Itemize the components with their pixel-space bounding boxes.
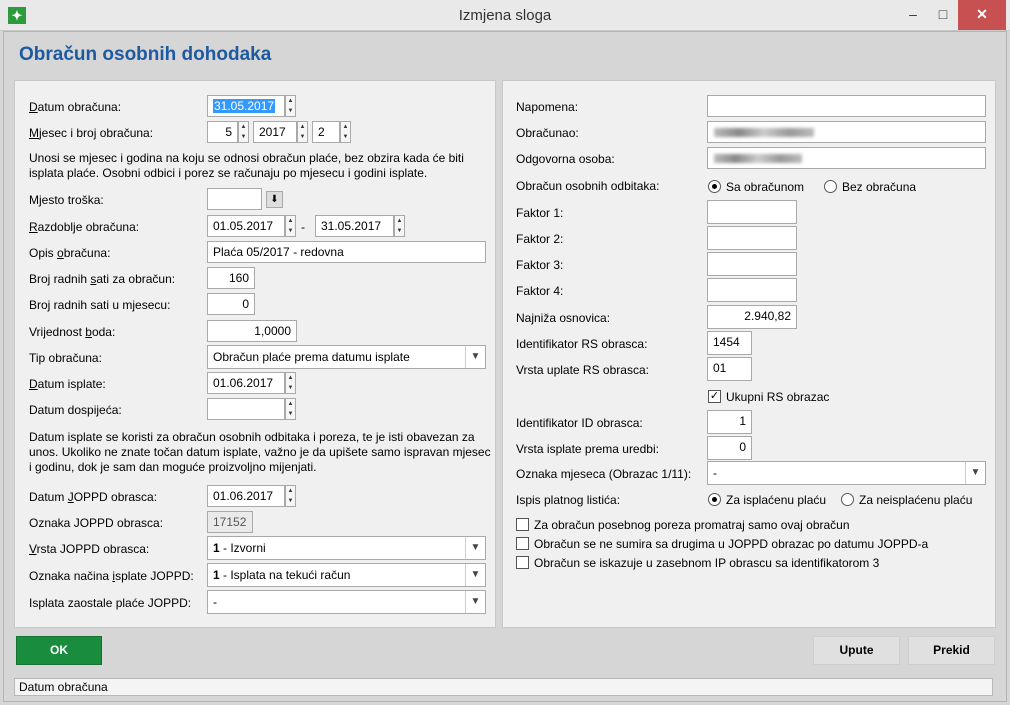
listic-label: Ispis platnog listića: xyxy=(516,493,621,507)
za-isplacenu-radio[interactable] xyxy=(708,493,721,506)
datum-obracuna-field[interactable]: 31.05.2017 xyxy=(207,95,285,117)
datum-joppd-label: Datum JOPPD obrasca: xyxy=(29,490,158,504)
mjesec-spinner[interactable]: ▲ ▼ xyxy=(238,121,249,143)
razdoblje-do-spinner[interactable]: ▲ ▼ xyxy=(394,215,405,237)
ne-sumira-checkbox[interactable] xyxy=(516,537,529,550)
mjesto-troska-field[interactable] xyxy=(207,188,262,210)
app-logo-icon: ✦ xyxy=(8,7,26,24)
faktor1-field[interactable] xyxy=(707,200,797,224)
razdoblje-od-spinner[interactable]: ▲ ▼ xyxy=(285,215,296,237)
vrsta-isplate-field[interactable]: 0 xyxy=(707,436,752,460)
datum-isplate-label: Datum isplate: xyxy=(29,377,106,391)
godina-field[interactable]: 2017 xyxy=(253,121,297,143)
sati-mjesec-label: Broj radnih sati u mjesecu: xyxy=(29,298,171,312)
bez-obracuna-label: Bez obračuna xyxy=(842,180,917,194)
window-title: Izmjena sloga xyxy=(458,7,552,24)
mjesto-troska-label: Mjesto troška: xyxy=(29,193,104,207)
razdoblje-label: Razdoblje obračuna: xyxy=(29,220,140,234)
osnovica-field[interactable]: 2.940,82 xyxy=(707,305,797,329)
ukupni-rs-checkbox[interactable]: ✓ xyxy=(709,390,720,402)
bez-obracuna-radio[interactable] xyxy=(824,180,837,193)
broj-field[interactable]: 2 xyxy=(312,121,340,143)
obracunao-label: Obračunao: xyxy=(516,126,579,140)
opis-label: Opis obračuna: xyxy=(29,246,111,260)
tip-obracuna-label: Tip obračuna: xyxy=(29,351,102,365)
tip-obracuna-select[interactable]: Obračun plaće prema datumu isplate ▼ xyxy=(207,345,486,369)
prekid-button[interactable]: Prekid xyxy=(908,636,995,665)
vrsta-isplate-label: Vrsta isplate prema uredbi: xyxy=(516,442,659,456)
razdoblje-do-field[interactable]: 31.05.2017 xyxy=(315,215,394,237)
datum-obracuna-spinner[interactable]: ▲ ▼ xyxy=(285,95,296,117)
za-isplacenu-label: Za isplaćenu plaću xyxy=(726,493,827,507)
page-title: Obračun osobnih dohodaka xyxy=(19,44,272,65)
osnovica-label: Najniža osnovica: xyxy=(516,311,611,325)
faktor3-label: Faktor 3: xyxy=(516,258,564,272)
faktor4-field[interactable] xyxy=(707,278,797,302)
obracunao-field[interactable] xyxy=(707,121,986,143)
info-note-1: Unosi se mjesec i godina na koju se odnosi obračun plaće, bez obzira kada će biti isplata plaće. Osobni odbici i porez se računaju po mjesecu i godini isplate. xyxy=(29,151,464,180)
status-bar: Datum obračuna xyxy=(14,678,993,696)
datum-obracuna-label: Datum obračuna: xyxy=(29,100,122,114)
oznaka-joppd-label: Oznaka JOPPD obrasca: xyxy=(29,516,164,530)
mjesec-field[interactable]: 5 xyxy=(207,121,238,143)
vrsta-joppd-label: Vrsta JOPPD obrasca: xyxy=(29,542,150,556)
zaostale-label: Isplata zaostale plaće JOPPD: xyxy=(29,596,192,610)
zasebni-ip-label: Obračun se iskazuje u zasebnom IP obrascu sa identifikatorom 3 xyxy=(534,556,880,570)
chevron-down-icon: ▼ xyxy=(465,537,485,559)
odbici-label: Obračun osobnih odbitaka: xyxy=(516,179,660,193)
posebni-porez-label: Za obračun posebnog poreza promatraj samo ovaj obračun xyxy=(534,518,850,532)
datum-dospijeca-field[interactable] xyxy=(207,398,285,420)
datum-dospijeca-label: Datum dospijeća: xyxy=(29,403,122,417)
oznaka-mjeseca-select[interactable]: - ▼ xyxy=(707,461,986,485)
maximize-button[interactable]: □ xyxy=(938,6,948,22)
posebni-porez-checkbox[interactable] xyxy=(516,518,529,531)
download-arrow-icon[interactable]: ⬇ xyxy=(266,191,283,208)
datum-joppd-spinner[interactable]: ▲ ▼ xyxy=(285,485,296,507)
datum-dospijeca-spinner[interactable]: ▲ ▼ xyxy=(285,398,296,420)
vrsta-uplate-field[interactable]: 01 xyxy=(707,357,752,381)
chevron-down-icon: ▼ xyxy=(465,591,485,613)
razdoblje-od-field[interactable]: 01.05.2017 xyxy=(207,215,285,237)
sati-obracun-label: Broj radnih sati za obračun: xyxy=(29,272,176,286)
nacin-isplate-label: Oznaka načina isplate JOPPD: xyxy=(29,569,194,583)
upute-button[interactable]: Upute xyxy=(813,636,900,665)
vrsta-uplate-label: Vrsta uplate RS obrasca: xyxy=(516,363,649,377)
mjesec-broj-label: Mjesec i broj obračuna: xyxy=(29,126,154,140)
ok-button[interactable]: OK xyxy=(16,636,102,665)
faktor1-label: Faktor 1: xyxy=(516,206,564,220)
id-id-field[interactable]: 1 xyxy=(707,410,752,434)
datum-joppd-field[interactable]: 01.06.2017 xyxy=(207,485,285,507)
oznaka-mjeseca-label: Oznaka mjeseca (Obrazac 1/11): xyxy=(516,467,692,481)
sa-obracunom-radio[interactable] xyxy=(708,180,721,193)
razdoblje-separator: - xyxy=(301,220,305,234)
za-neisplacenu-radio[interactable] xyxy=(841,493,854,506)
info-note-2: Datum isplate se koristi za obračun osobnih odbitaka i poreza, te je isti obavezan za unos. Ukoliko ne znate točan datum isplate, važno je da upišete samo ispravan mjesec i godinu, dok je sam dan moguće proizvoljno mijenjati. xyxy=(29,430,491,474)
datum-isplate-spinner[interactable]: ▲ ▼ xyxy=(285,372,296,394)
odgovorna-label: Odgovorna osoba: xyxy=(516,152,615,166)
sa-obracunom-label: Sa obračunom xyxy=(726,180,805,194)
odgovorna-field[interactable] xyxy=(707,147,986,169)
broj-spinner[interactable]: ▲ ▼ xyxy=(340,121,351,143)
chevron-down-icon: ▼ xyxy=(465,564,485,586)
datum-isplate-field[interactable]: 01.06.2017 xyxy=(207,372,285,394)
id-rs-field[interactable]: 1454 xyxy=(707,331,752,355)
za-neisplacenu-label: Za neisplaćenu plaću xyxy=(859,493,973,507)
zaostale-select[interactable]: - ▼ xyxy=(207,590,486,614)
oznaka-joppd-field: 17152 xyxy=(207,511,253,533)
sati-obracun-field[interactable]: 160 xyxy=(207,267,255,289)
napomena-label: Napomena: xyxy=(516,100,579,114)
minimize-button[interactable]: – xyxy=(909,6,917,22)
chevron-down-icon: ▼ xyxy=(465,346,485,368)
ukupni-rs-label: Ukupni RS obrazac xyxy=(726,390,830,404)
vrsta-joppd-select[interactable]: 1 - Izvorni ▼ xyxy=(207,536,486,560)
id-rs-label: Identifikator RS obrasca: xyxy=(516,337,648,351)
nacin-isplate-select[interactable]: 1 - Isplata na tekući račun ▼ xyxy=(207,563,486,587)
vrijednost-boda-field[interactable]: 1,0000 xyxy=(207,320,297,342)
chevron-down-icon: ▼ xyxy=(965,462,985,484)
faktor3-field[interactable] xyxy=(707,252,797,276)
zasebni-ip-checkbox[interactable] xyxy=(516,556,529,569)
faktor2-label: Faktor 2: xyxy=(516,232,564,246)
vrijednost-boda-label: Vrijednost boda: xyxy=(29,325,116,339)
close-button[interactable]: ✕ xyxy=(958,0,1006,30)
faktor4-label: Faktor 4: xyxy=(516,284,564,298)
opis-field[interactable]: Plaća 05/2017 - redovna xyxy=(207,241,486,263)
id-id-label: Identifikator ID obrasca: xyxy=(516,416,643,430)
sati-mjesec-field[interactable]: 0 xyxy=(207,293,255,315)
ne-sumira-label: Obračun se ne sumira sa drugima u JOPPD obrazac po datumu JOPPD-a xyxy=(534,537,929,551)
godina-spinner[interactable]: ▲ ▼ xyxy=(297,121,308,143)
faktor2-field[interactable] xyxy=(707,226,797,250)
napomena-field[interactable] xyxy=(707,95,986,117)
